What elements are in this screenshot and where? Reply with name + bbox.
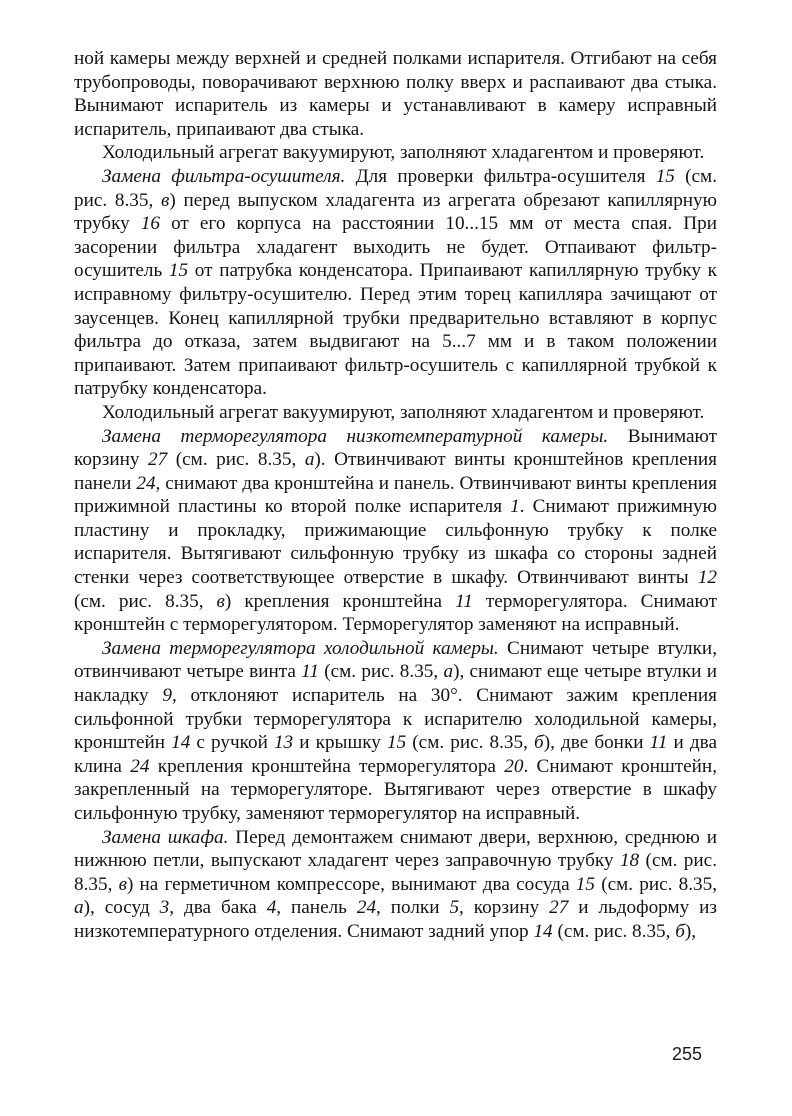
text-run: (см. рис. 8.35, bbox=[74, 165, 717, 211]
italic-run: 11 bbox=[649, 732, 668, 754]
italic-run: 16 bbox=[140, 213, 160, 235]
italic-run: 1 bbox=[510, 496, 520, 518]
paragraph-cabinet bbox=[74, 826, 717, 944]
text-run: ), сосуд bbox=[83, 897, 160, 919]
italic-run: 24 bbox=[136, 472, 156, 494]
text-run: , полки bbox=[376, 897, 450, 919]
italic-run: 15 bbox=[575, 873, 595, 895]
italic-run: б bbox=[675, 920, 685, 942]
italic-run: б bbox=[534, 732, 544, 754]
italic-run: 5 bbox=[449, 897, 460, 919]
italic-run: 24 bbox=[356, 897, 377, 919]
paragraph-continued bbox=[74, 47, 717, 141]
text-run: терморегулятора. Снимают кронштейн с терморегулятором. Терморегулятор заменяют на исправный. bbox=[74, 590, 717, 636]
italic-run: 18 bbox=[619, 850, 640, 872]
text-run: (см. рис. 8.35, bbox=[594, 873, 718, 895]
text-run: (см. рис. 8.35, bbox=[167, 449, 305, 471]
italic-run: 12 bbox=[697, 567, 717, 589]
text-run: . Снимают кронштейн, закрепленный на терморегуляторе. Вытягивают через отверстие в шкафу сильфонную трубку, заменяют терморегулятор на исправный. bbox=[74, 755, 717, 824]
paragraph-evacuate-2 bbox=[74, 401, 717, 425]
italic-run: в bbox=[118, 873, 127, 895]
italic-run: 9 bbox=[162, 685, 172, 707]
italic-run: Замена терморегулятора низкотемпературной камеры. bbox=[102, 425, 609, 447]
text-run: (см. рис. 8.35, bbox=[552, 920, 676, 942]
text-run: , корзину bbox=[459, 897, 550, 919]
italic-run: 14 bbox=[533, 920, 553, 942]
text-run: Холодильный агрегат вакуумируют, заполняют хладагентом и проверяют. bbox=[102, 142, 705, 164]
text-run: (см. рис. 8.35, bbox=[406, 732, 535, 754]
italic-run: 4 bbox=[266, 897, 277, 919]
page-number: 255 bbox=[672, 1044, 703, 1064]
italic-run: 11 bbox=[301, 661, 319, 683]
body-text bbox=[74, 47, 717, 944]
text-run: крепления кронштейна терморегулятора bbox=[149, 755, 505, 777]
text-run: (см. рис. 8.35, bbox=[74, 850, 717, 895]
italic-run: 27 bbox=[148, 449, 168, 471]
paragraph-fridge-thermostat bbox=[74, 637, 717, 826]
text-run: Холодильный агрегат вакуумируют, заполняют хладагентом и проверяют. bbox=[102, 401, 705, 423]
italic-run: 14 bbox=[171, 732, 191, 754]
italic-run: а bbox=[443, 661, 454, 683]
italic-run: Замена шкафа. bbox=[102, 826, 229, 848]
italic-run: 20 bbox=[504, 755, 524, 777]
italic-run: 15 bbox=[655, 165, 675, 187]
italic-run: в bbox=[216, 590, 225, 612]
text-run: Снимают четыре втулки, отвинчивают четыре винта bbox=[74, 637, 717, 683]
text-run: , панель bbox=[276, 897, 357, 919]
paragraph-filter-dryer bbox=[74, 165, 717, 401]
text-run: Перед демонтажем снимают двери, верхнюю, среднюю и нижнюю петли, выпускают хладагент через заправочную трубку bbox=[74, 826, 718, 872]
italic-run: 13 bbox=[273, 732, 294, 754]
text-run: от патрубка конденсатора. Припаивают капиллярную трубку к исправному фильтру-осушителю. Перед этим торец капилляра зачищают от заусенцев. Конец капиллярной трубки предварительно вставляют в корпус фильтра до отказа, затем выдвигают на 5...7 мм и в таком положении припаивают. Затем припаивают фильтр-осушитель с капиллярной трубкой к патрубку конденсатора. bbox=[74, 260, 717, 400]
paragraph-evacuate-1 bbox=[74, 141, 717, 165]
text-run: , снимают два кронштейна и панель. Отвинчивают винты крепления прижимной пластины ко второй полке испарителя bbox=[74, 472, 718, 518]
text-run: ) перед выпуском хладагента из агрегата обрезают капиллярную трубку bbox=[74, 189, 717, 235]
text-run: Для проверки фильтра-осушителя bbox=[345, 165, 656, 187]
italic-run: Замена терморегулятора холодильной камеры. bbox=[102, 637, 499, 659]
italic-run: 15 bbox=[386, 732, 407, 754]
text-run: от его корпуса на расстоянии 10...15 мм от места спая. При засорении фильтра хладагент выходить не будет. Отпаивают фильтр-осушитель bbox=[74, 213, 718, 282]
text-run: , два бака bbox=[169, 897, 267, 919]
text-run: ) крепления кронштейна bbox=[224, 590, 456, 612]
italic-run: а bbox=[304, 449, 315, 471]
text-run: ). Отвинчивают винты кронштейнов крепления панели bbox=[74, 449, 717, 494]
text-run: и крышку bbox=[293, 732, 387, 754]
text-run: с ручкой bbox=[190, 732, 274, 754]
text-run: Вынимают корзину bbox=[74, 425, 717, 471]
text-run: , отклоняют испаритель на 30°. Снимают зажим крепления сильфонной трубки терморегулятора к испарителю холодильной камеры, кронштейн bbox=[74, 685, 717, 754]
italic-run: Замена фильтра-осушителя. bbox=[102, 165, 346, 187]
italic-run: 11 bbox=[455, 590, 473, 612]
text-run: (см. рис. 8.35, bbox=[74, 590, 217, 612]
text-run: и два клина bbox=[74, 732, 718, 777]
text-run: ) на герметичном компрессоре, вынимают два сосуда bbox=[126, 873, 576, 895]
text-run: ), bbox=[684, 920, 697, 942]
italic-run: 27 bbox=[549, 897, 569, 919]
text-run: . Снимают прижимную пластину и прокладку, прижимающие сильфонную трубку к полке испарителя. Вытягивают сильфонную трубку из шкафа со стороны задней стенки через соответствующее отверстие в шкафу. Отвинчивают винты bbox=[74, 496, 717, 589]
italic-run: 15 bbox=[168, 260, 189, 282]
text-run: и льдоформу из низкотемпературного отделения. Снимают задний упор bbox=[74, 897, 717, 942]
paragraph-lowtemp-thermostat bbox=[74, 425, 717, 637]
text-run: (см. рис. 8.35, bbox=[318, 661, 444, 683]
text-run: ), две бонки bbox=[543, 732, 650, 754]
text-run: ), снимают еще четыре втулки и накладку bbox=[74, 661, 717, 707]
italic-run: а bbox=[74, 897, 84, 919]
italic-run: 24 bbox=[130, 755, 150, 777]
italic-run: в bbox=[161, 189, 170, 211]
text-run: ной камеры между верхней и средней полками испарителя. Отгибают на себя трубопроводы, поворачивают верхнюю полку вверх и распаивают два стыка. Вынимают испаритель из камеры и устанавливают в камеру исправный испаритель, припаивают два стыка. bbox=[74, 48, 717, 140]
italic-run: 3 bbox=[159, 897, 170, 919]
